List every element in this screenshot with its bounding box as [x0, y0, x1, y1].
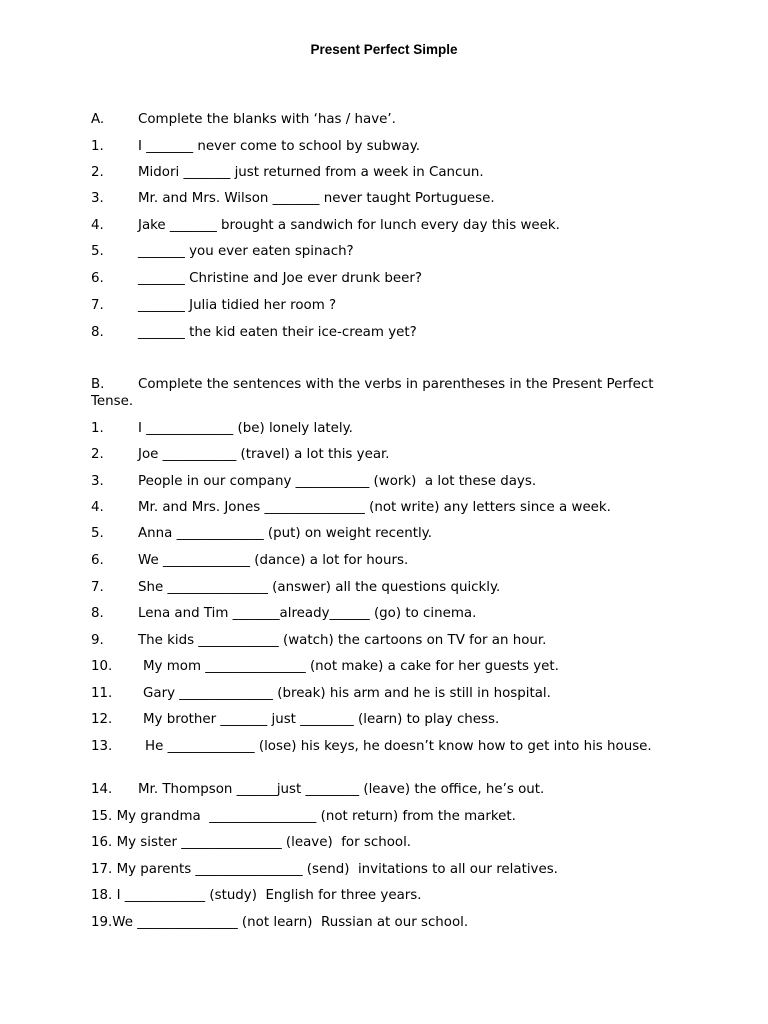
item-text: People in our company ___________ (work) a lot these days. [138, 474, 537, 489]
item-number: 13. [91, 739, 113, 754]
item-number: 5. [91, 244, 104, 259]
exercise-a-item-7 [91, 297, 336, 314]
exercise-b-item-14 [91, 781, 544, 798]
item-text: He _____________ (lose) his keys, he doesn’t know how to get into his house. [145, 739, 652, 754]
item-number: 3. [91, 191, 104, 206]
exercise-a-item-5 [91, 243, 354, 260]
item-number: 8. [91, 606, 104, 621]
exercise-a-item-1 [91, 138, 420, 155]
item-number: 2. [91, 165, 104, 180]
item-number: 6. [91, 271, 104, 286]
section-b-label: B. [91, 377, 105, 392]
item-text: Lena and Tim _______already______ (go) to cinema. [138, 606, 477, 621]
item-number: 10. [91, 659, 113, 674]
exercise-b-item-7 [91, 579, 500, 596]
item-text: Mr. Thompson ______just ________ (leave) the office, he’s out. [138, 782, 545, 797]
exercise-b-item-10 [91, 658, 559, 675]
item-text: _______ the kid eaten their ice-cream yet? [138, 325, 417, 340]
item-text: _______ Julia tidied her room ? [138, 298, 337, 313]
item-number: 7. [91, 580, 104, 595]
item-text: I _______ never come to school by subway. [138, 139, 421, 154]
item-text: The kids ____________ (watch) the cartoons on TV for an hour. [138, 633, 547, 648]
item-text: Joe ___________ (travel) a lot this year. [138, 447, 390, 462]
exercise-b-item-8 [91, 605, 476, 622]
exercise-b-item-12 [91, 711, 499, 728]
exercise-b-item-17 [91, 861, 558, 878]
section-a-heading [91, 111, 396, 128]
item-number: 18. [91, 888, 113, 903]
item-number: 16. [91, 835, 113, 850]
exercise-b-item-11 [91, 685, 551, 702]
item-number: 9. [91, 633, 104, 648]
item-text: We _____________ (dance) a lot for hours. [138, 553, 409, 568]
item-text: _______ you ever eaten spinach? [138, 244, 354, 259]
item-number: 2. [91, 447, 104, 462]
exercise-b-item-5 [91, 525, 432, 542]
exercise-a-item-3 [91, 190, 495, 207]
item-number: 12. [91, 712, 113, 727]
item-text: Mr. and Mrs. Jones _______________ (not write) any letters since a week. [138, 500, 611, 515]
item-number: 4. [91, 500, 104, 515]
exercise-b-item-16 [91, 834, 411, 851]
exercise-b-item-2 [91, 446, 390, 463]
item-text: _______ Christine and Joe ever drunk beer? [138, 271, 422, 286]
exercise-a-item-4 [91, 217, 560, 234]
item-text: She _______________ (answer) all the questions quickly. [138, 580, 501, 595]
exercise-b-item-4 [91, 499, 611, 516]
item-number: 15. [91, 809, 113, 824]
item-number: 5. [91, 526, 104, 541]
item-number: 19. [91, 915, 113, 930]
item-number: 1. [91, 421, 104, 436]
item-number: 6. [91, 553, 104, 568]
exercise-b-item-15 [91, 808, 516, 825]
item-text: We _______________ (not learn) Russian at our school. [112, 915, 469, 930]
item-number: 11. [91, 686, 113, 701]
page-title: Present Perfect Simple [310, 42, 458, 57]
exercise-a-item-2 [91, 164, 484, 181]
exercise-b-item-1 [91, 420, 353, 437]
item-number: 14. [91, 782, 113, 797]
item-number: 7. [91, 298, 104, 313]
item-text: Mr. and Mrs. Wilson _______ never taught Portuguese. [138, 191, 495, 206]
item-text: My parents ________________ (send) invitations to all our relatives. [116, 862, 558, 877]
section-b-heading [91, 376, 675, 410]
item-text: My mom _______________ (not make) a cake for her guests yet. [143, 659, 559, 674]
section-b-instruction: Complete the sentences with the verbs in parentheses in the Present Perfect Tense. [91, 377, 654, 409]
item-text: My grandma ________________ (not return) from the market. [116, 809, 516, 824]
item-number: 17. [91, 862, 113, 877]
item-number: 1. [91, 139, 104, 154]
exercise-a-item-8 [91, 324, 417, 341]
exercise-b-item-9 [91, 632, 546, 649]
item-number: 8. [91, 325, 104, 340]
item-text: Jake _______ brought a sandwich for lunch every day this week. [138, 218, 560, 233]
item-number: 4. [91, 218, 104, 233]
item-text: My brother _______ just ________ (learn) to play chess. [143, 712, 500, 727]
item-text: My sister _______________ (leave) for school. [116, 835, 412, 850]
exercise-b-item-18 [91, 887, 422, 904]
item-text: Gary ______________ (break) his arm and he is still in hospital. [143, 686, 551, 701]
section-a-label: A. [91, 112, 105, 127]
exercise-b-item-19 [91, 914, 468, 931]
exercise-b-item-3 [91, 473, 536, 490]
exercise-b-item-13 [91, 738, 675, 755]
exercise-a-item-6 [91, 270, 422, 287]
item-text: I ____________ (study) English for three years. [116, 888, 422, 903]
item-text: Midori _______ just returned from a week in Cancun. [138, 165, 484, 180]
item-text: Anna _____________ (put) on weight recently. [138, 526, 432, 541]
item-text: I _____________ (be) lonely lately. [138, 421, 353, 436]
exercise-b-item-6 [91, 552, 408, 569]
section-a-instruction: Complete the blanks with ‘has / have’. [138, 112, 396, 127]
item-number: 3. [91, 474, 104, 489]
